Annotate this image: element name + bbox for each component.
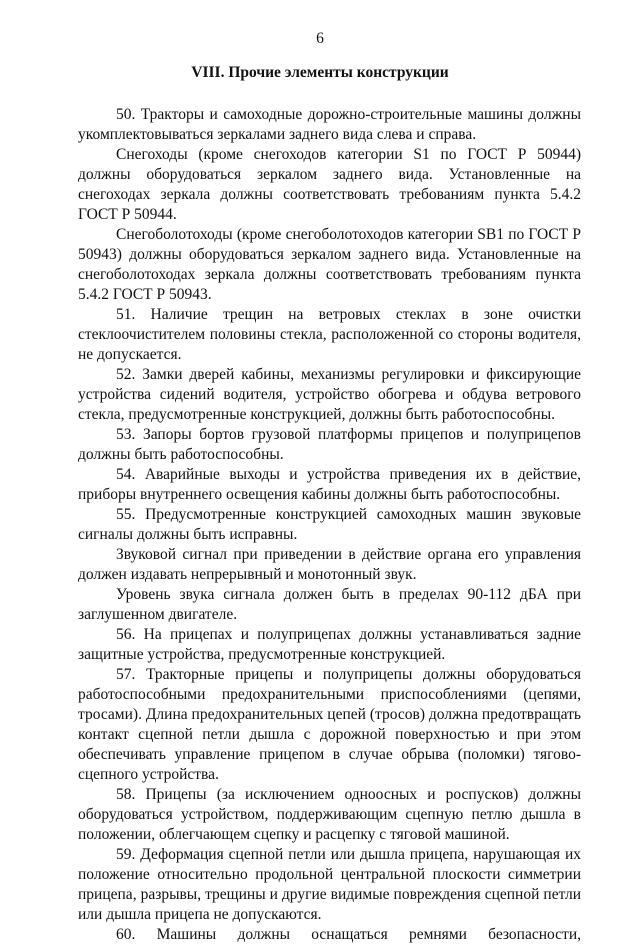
paragraph-53: 53. Запоры бортов грузовой платформы прицепов и полуприцепов должны быть работоспособны. xyxy=(78,426,581,463)
paragraph-59: 59. Деформация сцепной петли или дышла прицепа, нарушающая их положение относительно продольной центральной плоскости симметрии прицепа, разрывы, трещины и другие видимые повреждения сцепной петли или дышла прицепа не допускаются. xyxy=(78,846,581,923)
paragraph-swamp-vehicles: Снегоболотоходы (кроме снегоболотоходов категории SB1 по ГОСТ Р 50943) должны оборудоваться зеркалом заднего вида. Установленные на снегоболотоходах зеркала должны соответствовать требованиям пункта 5.4.2 ГОСТ Р 50943. xyxy=(78,226,581,303)
paragraph-57: 57. Тракторные прицепы и полуприцепы должны оборудоваться работоспособными предохранительными приспособлениями (цепями, тросами). Длина предохранительных цепей (тросов) должна предотвращать контакт сцепной петли дышла с дорожной поверхностью и при этом обеспечивать управление прицепом в случае обрыва (поломки) тягово-сцепного устройства. xyxy=(78,666,581,783)
paragraph-51: 51. Наличие трещин на ветровых стеклах в зоне очистки стеклоочистителем половины стекла, расположенной со стороны водителя, не допускается. xyxy=(78,306,581,363)
paragraph-50: 50. Тракторы и самоходные дорожно-строительные машины должны укомплектовываться зеркалами заднего вида слева и справа. xyxy=(78,106,581,143)
paragraph-60: 60. Машины должны оснащаться ремнями безопасности, xyxy=(116,926,581,943)
section-title: VIII. Прочие элементы конструкции xyxy=(191,64,449,81)
paragraph-52: 52. Замки дверей кабины, механизмы регулировки и фиксирующие устройства сидений водителя, устройство обогрева и обдува ветрового стекла, предусмотренные конструкцией, должны быть работоспособны. xyxy=(78,366,581,423)
paragraph-sound-level: Уровень звука сигнала должен быть в пределах 90-112 дБА при заглушенном двигателе. xyxy=(78,586,581,623)
paragraph-56: 56. На прицепах и полуприцепах должны устанавливаться задние защитные устройства, предусмотренные конструкцией. xyxy=(78,626,581,663)
paragraph-55: 55. Предусмотренные конструкцией самоходных машин звуковые сигналы должны быть исправны. xyxy=(78,506,581,543)
paragraph-sound-signal: Звуковой сигнал при приведении в действие органа его управления должен издавать непрерывный и монотонный звук. xyxy=(78,546,581,583)
document-body xyxy=(78,105,581,945)
page-number: 6 xyxy=(316,30,324,47)
paragraph-snowmobiles: Снегоходы (кроме снегоходов категории S1 по ГОСТ Р 50944) должны оборудоваться зеркалом заднего вида. Установленные на снегоходах зеркала должны соответствовать требованиям пункта 5.4.2 ГОСТ Р 50944. xyxy=(78,146,581,223)
paragraph-54: 54. Аварийные выходы и устройства приведения их в действие, приборы внутреннего освещения кабины должны быть работоспособны. xyxy=(78,466,581,503)
paragraph-58: 58. Прицепы (за исключением одноосных и роспусков) должны оборудоваться устройством, поддерживающим сцепную петлю дышла в положении, облегчающем сцепку и расцепку с тяговой машиной. xyxy=(78,786,581,843)
